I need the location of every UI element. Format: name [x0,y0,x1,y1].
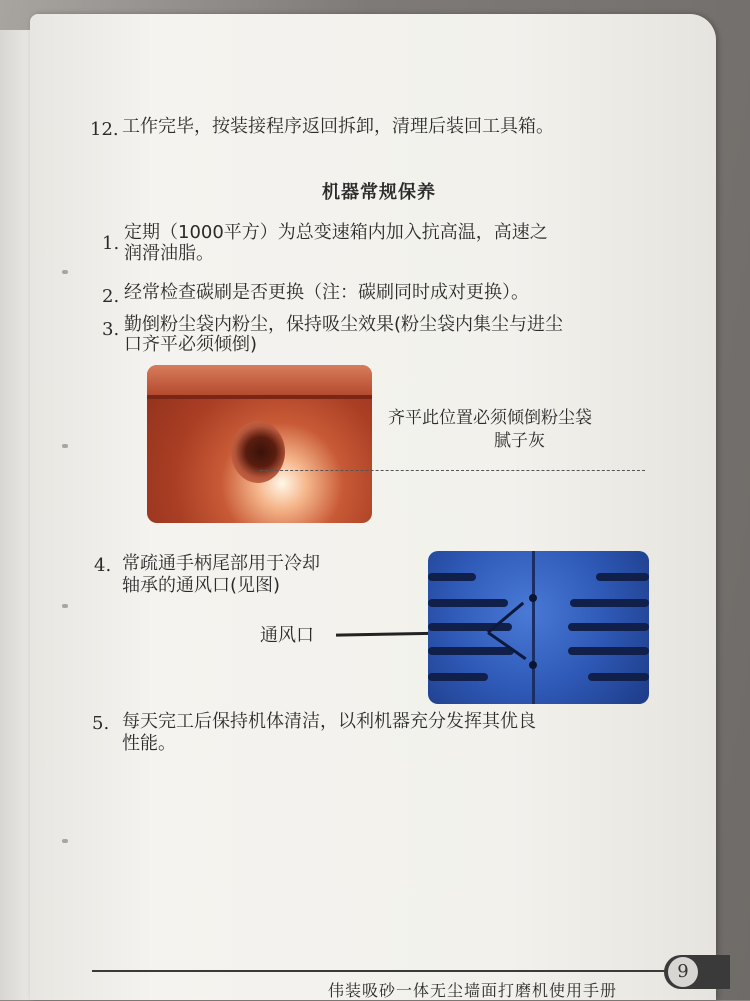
binding-hole [62,604,68,608]
item-4-number: 4. [94,555,112,576]
dust-bag-rim [147,365,372,395]
dust-caption-line2: 腻子灰 [494,431,545,451]
section-heading: 机器常规保养 [322,182,436,203]
vent-slot [428,647,514,655]
vent-marker-dot [529,594,537,602]
vent-photo [428,551,649,704]
intro-item-text: 工作完毕，按装接程序返回拆卸，清理后装回工具箱。 [122,116,554,137]
vent-label: 通风口 [260,625,314,646]
item-1-line1: 定期（1000平方）为总变速箱内加入抗高温，高速之 [124,222,548,243]
manual-page [30,14,716,1000]
item-4-line2: 轴承的通风口(见图) [122,575,281,596]
footer-rule [92,970,672,972]
vent-slot [568,623,649,631]
vent-slot [428,573,476,581]
item-3-number: 3. [102,319,120,340]
item-3-line2: 口齐平必须倾倒) [124,334,258,355]
dust-inlet-port [231,421,285,483]
page-number: 9 [668,957,698,987]
dust-bag-photo [147,365,372,523]
item-5-line1: 每天完工后保持机体清洁，以利机器充分发挥其优良 [122,711,536,732]
vent-slot [428,599,508,607]
dust-bag-rim-line [147,395,372,399]
item-3-line1: 勤倒粉尘袋内粉尘，保持吸尘效果(粉尘袋内集尘与进尘 [124,314,564,335]
left-page-edge [0,30,34,1000]
intro-item-number: 12. [90,119,119,140]
item-5-line2: 性能。 [122,733,176,754]
item-2-line1: 经常检查碳刷是否更换（注：碳刷同时成对更换）。 [124,282,529,303]
item-1-number: 1. [102,233,120,254]
binding-hole [62,270,68,274]
vent-slot [568,647,649,655]
vent-marker-dot [529,661,537,669]
dust-caption-line1: 齐平此位置必须倾倒粉尘袋 [388,408,592,428]
footer-title: 伟装吸砂一体无尘墙面打磨机使用手册 [328,981,618,1000]
item-1-line2: 润滑油脂。 [124,243,214,264]
binding-hole [62,444,68,448]
vent-slot [570,599,649,607]
level-dashed-line [260,470,645,471]
item-5-number: 5. [92,713,110,734]
item-4-line1: 常疏通手柄尾部用于冷却 [122,553,320,574]
vent-slot [596,573,649,581]
vent-slot [428,673,488,681]
binding-hole [62,839,68,843]
vent-arrow-down [487,631,526,660]
vent-seam [532,551,535,704]
vent-slot [588,673,649,681]
item-2-number: 2. [102,286,120,307]
